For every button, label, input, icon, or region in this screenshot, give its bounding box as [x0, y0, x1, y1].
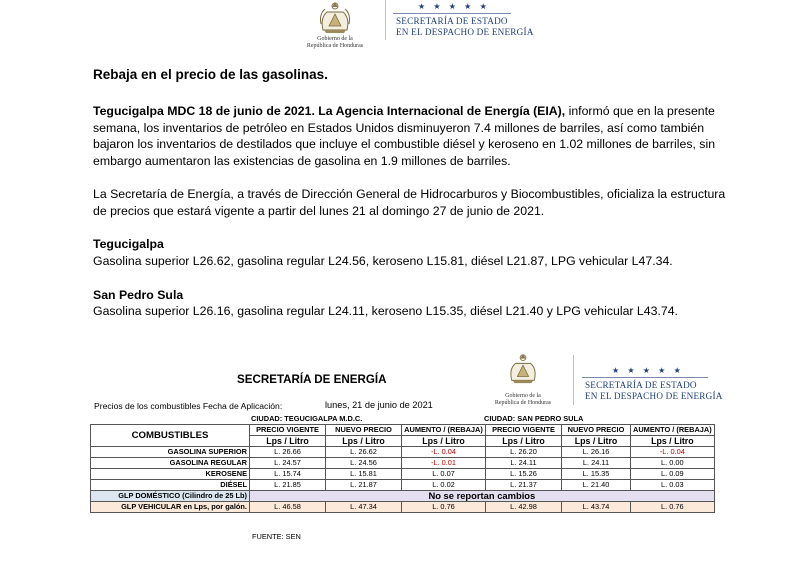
secretaria-line2: EN EL DESPACHO DE ENERGÍA: [396, 27, 534, 37]
paragraph-2-line-1: La Secretaría de Energía, a través de Dirección General de Hidrocarburos y Biocombustibles, oficializa la estructura: [93, 187, 726, 201]
fuel-label: DIÉSEL: [91, 480, 250, 491]
table-row: [91, 469, 715, 480]
fuel-label: GASOLINA REGULAR: [91, 458, 250, 469]
sps-vigente: L. 26.20: [486, 447, 562, 458]
paragraph-2-line-2: de precios que estará vigente a partir del lunes 21 al domingo 27 de junio de 2021.: [93, 203, 545, 218]
tgu-vigente: L. 15.74: [250, 469, 326, 480]
combustibles-header: COMBUSTIBLES: [91, 425, 250, 447]
sps-nuevo: L. 15.35: [562, 469, 631, 480]
secretaria-line1: SECRETARÍA DE ESTADO: [396, 16, 508, 26]
stars-icon: ★ ★ ★ ★ ★: [418, 2, 490, 11]
source-note: FUENTE: SEN: [252, 532, 301, 541]
unit-cell: Lps / Litro: [486, 436, 562, 447]
unit-cell: Lps / Litro: [562, 436, 631, 447]
sps-nuevo: L. 21.40: [562, 480, 631, 491]
gov-label-line1: Gobierno de la: [317, 36, 353, 42]
sps-nuevo: L. 24.11: [562, 458, 631, 469]
gov-label-small-line2: República de Honduras: [494, 400, 552, 406]
glp-domestico-label: GLP DOMÉSTICO (Cilindro de 25 Lb): [91, 491, 250, 502]
tgu-nuevo-header: NUEVO PRECIO: [326, 425, 402, 436]
tgu-nuevo: L. 21.87: [326, 480, 402, 491]
tgu-aumento: L. 0.02: [402, 480, 486, 491]
city-prices-tegucigalpa: Gasolina superior L26.62, gasolina regular L24.56, keroseno L15.81, diésel L21.87, LPG vehicular L47.34.: [93, 254, 673, 268]
sps-vigente: L. 15.26: [486, 469, 562, 480]
sps-aumento: L. 0.09: [631, 469, 715, 480]
sps-aumento: -L. 0.04: [631, 447, 715, 458]
sps-vigente: L. 21.37: [486, 480, 562, 491]
unit-cell: Lps / Litro: [250, 436, 326, 447]
city-label-san-pedro-sula: CIUDAD: SAN PEDRO SULA: [484, 414, 584, 423]
sps-nuevo: L. 26.16: [562, 447, 631, 458]
honduras-coat-of-arms-icon: [318, 0, 352, 36]
tgu-nuevo: L. 24.56: [326, 458, 402, 469]
secretaria-small-line2: EN EL DESPACHO DE ENERGÍA: [585, 391, 723, 401]
city-heading-san-pedro-sula: San Pedro Sula: [93, 287, 184, 302]
tgu-vigente: L. 24.57: [250, 458, 326, 469]
table-heading: SECRETARÍA DE ENERGÍA: [237, 373, 387, 386]
glp-vehicular-row: [91, 502, 715, 513]
glp-domestico-note: No se reportan cambios: [250, 491, 715, 502]
sps-nuevo-header: NUEVO PRECIO: [562, 425, 631, 436]
table-header-rule: [582, 377, 708, 378]
city-heading-tegucigalpa: Tegucigalpa: [93, 237, 164, 251]
paragraph-1-rest: informó que en la presente: [565, 104, 715, 118]
tgu-aumento: -L. 0.01: [402, 458, 486, 469]
tgu-vigente: L. 46.58: [250, 502, 326, 513]
paragraph-1-line-4: embargo aumentaron las existencias de gasolina en 1.9 millones de barriles.: [93, 153, 511, 168]
paragraph-1-line-2: semana, los inventarios de petróleo en Estados Unidos disminuyeron 7.4 millones de barriles, así como también: [93, 120, 705, 135]
header-divider: [385, 0, 386, 40]
tgu-nuevo: L. 47.34: [326, 502, 402, 513]
fuel-price-table: [90, 424, 715, 513]
article-title: Rebaja en el precio de las gasolinas.: [93, 67, 328, 82]
tgu-aumento-header: AUMENTO / (REBAJA): [402, 425, 486, 436]
city-prices-san-pedro-sula: Gasolina superior L26.16, gasolina regular L24.11, keroseno L15.35, diésel L21.40 y LPG vehicular L43.74.: [93, 304, 678, 318]
table-row: [91, 480, 715, 491]
gov-label-line2: República de Honduras: [306, 43, 364, 49]
gov-label-small-line1: Gobierno de la: [505, 393, 541, 399]
sps-aumento-header: AUMENTO / (REBAJA): [631, 425, 715, 436]
sps-nuevo: L. 43.74: [562, 502, 631, 513]
sps-aumento: L. 0.76: [631, 502, 715, 513]
tgu-nuevo: L. 26.62: [326, 447, 402, 458]
fuel-label: KEROSENE: [91, 469, 250, 480]
sps-vigente-header: PRECIO VIGENTE: [486, 425, 562, 436]
secretaria-small-line1: SECRETARÍA DE ESTADO: [585, 380, 697, 390]
stars-icon-small: ★ ★ ★ ★ ★: [612, 366, 684, 375]
city-label-tegucigalpa: CIUDAD: TEGUCIGALPA M.D.C.: [251, 414, 363, 423]
table-header-divider: [573, 355, 574, 405]
sps-aumento: L. 0.03: [631, 480, 715, 491]
tgu-nuevo: L. 15.81: [326, 469, 402, 480]
paragraph-1-lead: Tegucigalpa MDC 18 de junio de 2021. La Agencia Internacional de Energía (EIA),: [93, 104, 566, 118]
tgu-vigente: L. 26.66: [250, 447, 326, 458]
application-date: lunes, 21 de junio de 2021: [325, 400, 433, 410]
fuel-label: GASOLINA SUPERIOR: [91, 447, 250, 458]
header-rule: [393, 13, 511, 14]
table-row: [91, 447, 715, 458]
table-row: [91, 458, 715, 469]
honduras-coat-of-arms-icon-small: [507, 352, 539, 386]
paragraph-1-line-1: [93, 103, 715, 119]
paragraph-1-line-3: bajaron los inventarios de destilados que incluye el combustible diésel y keroseno en 1.02 millones de barriles, sin: [93, 137, 716, 151]
unit-cell: Lps / Litro: [326, 436, 402, 447]
tgu-aumento: L. 0.07: [402, 469, 486, 480]
unit-cell: Lps / Litro: [402, 436, 486, 447]
tgu-aumento: -L. 0.04: [402, 447, 486, 458]
tgu-aumento: L. 0.76: [402, 502, 486, 513]
table-header-row: [91, 425, 715, 436]
sps-vigente: L. 42.98: [486, 502, 562, 513]
sps-aumento: L. 0.00: [631, 458, 715, 469]
tgu-vigente: L. 21.85: [250, 480, 326, 491]
tgu-vigente-header: PRECIO VIGENTE: [250, 425, 326, 436]
sps-vigente: L. 24.11: [486, 458, 562, 469]
unit-cell: Lps / Litro: [631, 436, 715, 447]
glp-domestico-row: [91, 491, 715, 502]
glp-vehicular-label: GLP VEHICULAR en Lps, por galón.: [91, 502, 250, 513]
application-date-label: Precios de los combustibles Fecha de Aplicación:: [94, 401, 283, 411]
